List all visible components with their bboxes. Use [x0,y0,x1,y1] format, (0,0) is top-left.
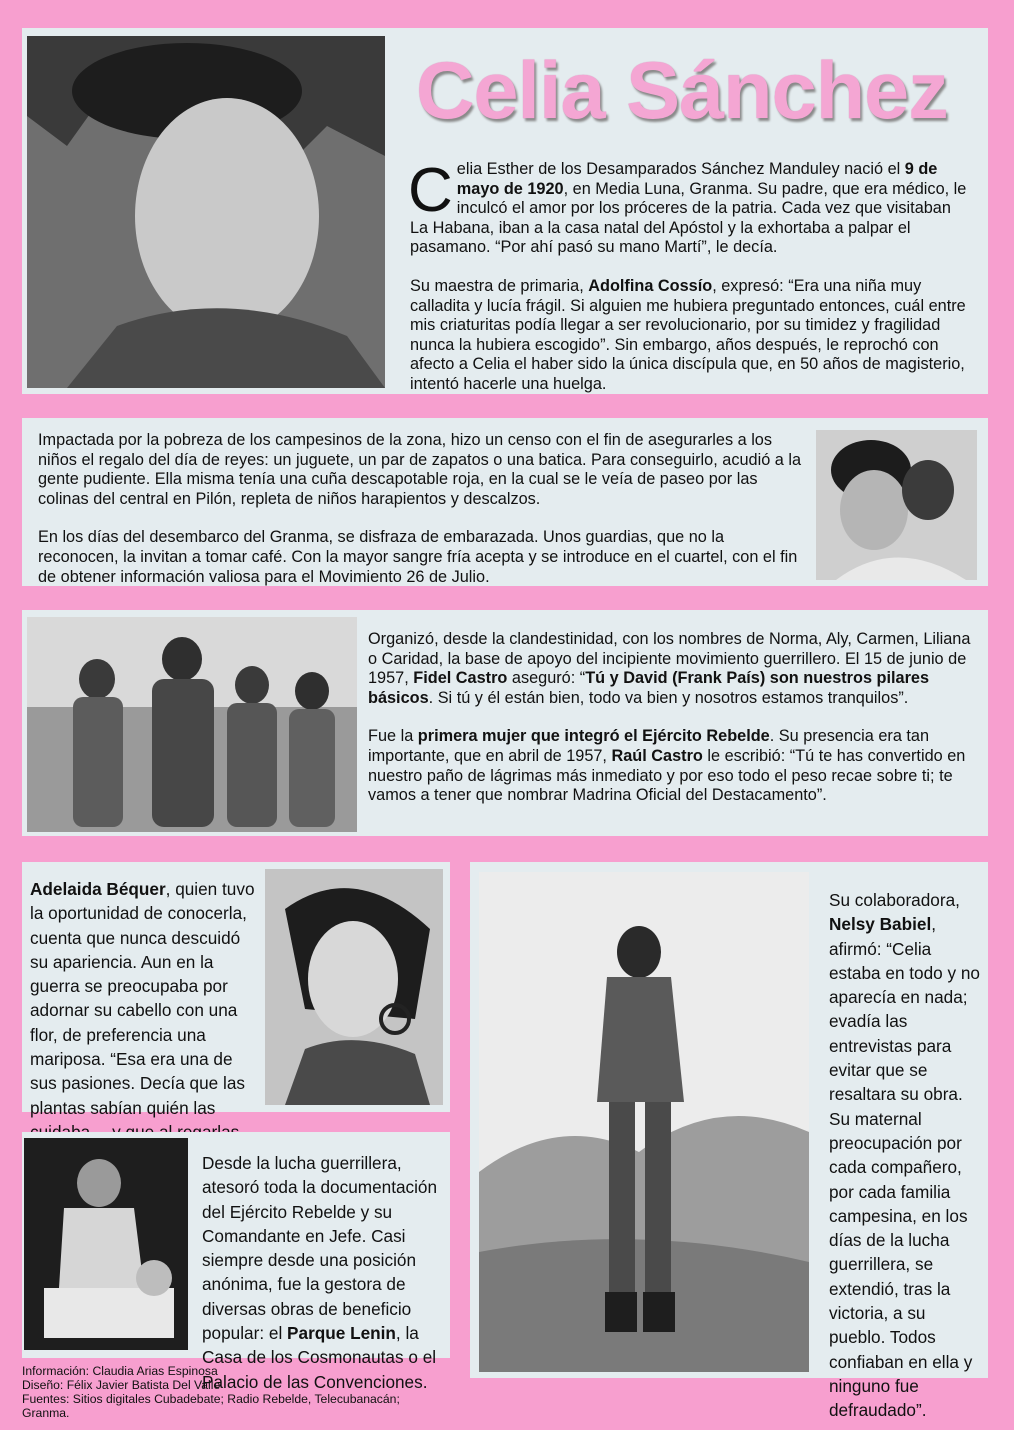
portrait-earrings-icon [265,869,443,1105]
childhood-paragraph-1: Impactada por la pobreza de los campesinos de la zona, hizo un censo con el fin de asegurarles a los niños el regalo del día de reyes: un juguete, un par de zapatos o una batica. Para conseguirlo, acudió a la gente pudiente. Ella misma tenía una cuña descapotable roja, en la cual se le veía de paseo por las colinas del central en Pilón, repleta de niños harapientos y descalzos. [38,431,802,508]
intro-paragraph-1: Celia Esther de los Desamparados Sánchez Manduley nació el 9 de mayo de 1920, en Media Luna, Granma. Su padre, que era médico, le inculcó el amor por los próceres de la patria. Cada vez que visitaban La Habana, iban a la casa natal del Apóstol y la exhortaba a palpar el pasamano. “Por ahí pasó su mano Martí”, le decía. [408,156,967,257]
celia-portrait-photo [27,36,385,388]
nelsy-name: Nelsy Babiel [829,914,932,935]
celia-with-child-photo [816,430,977,580]
desk-figure-icon [24,1138,188,1350]
celia-earrings-photo [265,869,443,1105]
intro-paragraph-2: Su maestra de primaria, Adolfina Cossío, expresó: “Era una niña muy calladita y lucía frágil. Si alguien me hubiera preguntado entonces, cuál entre mis criaturitas podía llegar a ser revolucionario, por su timidez y fragilidad nunca la hubiera escogido”. Sin embargo, años después, le reprochó con afecto a Celia el haber sido la única discípula que, en 50 años de magisterio, intentó hacerle una huelga. [410,276,966,393]
adelaida-name: Adelaida Béquer [30,879,166,899]
guerrilla-paragraph-1: Organizó, desde la clandestinidad, con los nombres de Norma, Aly, Carmen, Liliana o Caridad, la base de apoyo del incipiente movimiento guerrillero. El 15 de junio de 1957, Fidel Castro aseguró: “Tú y David (Frank País) son nuestros pilares básicos. Si tú y él están bien, todo va bien y nosotros estamos tranquilos”. [368,630,971,707]
nelsy-text: Su colaboradora, Nelsy Babiel, afirmó: “Celia estaba en todo y no aparecía en nada; evadía las entrevistas para evitar que se resaltara su obra. Su maternal preocupación por cada compañero, por cada familia campesina, en los días de la lucha guerrillera, se extendió, tras la victoria, a su pueblo. Todos confiaban en ella y ninguno fue defraudado”. [829,890,980,1421]
guerrilla-paragraph-2: Fue la primera mujer que integró el Ejército Rebelde. Su presencia era tan importante, que en abril de 1957, Raúl Castro le escribió: “Tú te has convertido en nuestro paño de lágrimas más inmediato y por eso todo el peso recae sobre ti; te vamos a tener que nombrar Madrina Oficial del Destacamento”. [368,727,966,805]
standing-figure-icon [479,872,809,1372]
credits-sources: Fuentes: Sitios digitales Cubadebate; Radio Rebelde, Telecubanacán; Granma. [22,1392,400,1420]
group-figures-icon [27,617,357,832]
page-title: Celia Sánchez [416,46,948,136]
intro-text [408,156,970,395]
credits [22,1364,442,1420]
adelaida-text: Adelaida Béquer, quien tuvo la oportunidad de conocerla, cuenta que nunca descuidó su apariencia. Aun en la guerra se preocupaba por adornar su cabello con una flor, de preferencia una mariposa. “Esa era una de sus pasiones. Decía que las plantas sabían quién las [30,879,255,1118]
childhood-paragraph-2: En los días del desembarco del Granma, se disfraza de embarazada. Unos guardias, que no la reconocen, la invitan a tomar café. Con la mayor sangre fría acepta y se introduce en el cuartel, con el fin de obtener información valiosa para el Movimiento 26 de Julio. [38,528,798,586]
portrait-figure-icon [27,36,385,388]
guerrilla-text [368,630,978,806]
hug-figure-icon [816,430,977,580]
celia-documents-photo [24,1138,188,1350]
rebel-group-photo [27,617,357,832]
credits-design: Diseño: Félix Javier Batista Del Valle [22,1378,221,1392]
documentation-text: Desde la lucha guerrillera, atesoró toda la documentación del Ejército Rebelde y su Comandante en Jefe. Casi siempre desde una posición anónima, fue la gestora de diversas obras de beneficio popular: el Parque Lenin, la Casa de los Cosmonautas o el Palacio de las Convenciones. [202,1153,438,1392]
dropcap: C [408,156,453,225]
celia-standing-photo [479,872,809,1372]
credits-info: Información: Claudia Arias Espinosa [22,1364,218,1378]
childhood-text [38,431,806,587]
